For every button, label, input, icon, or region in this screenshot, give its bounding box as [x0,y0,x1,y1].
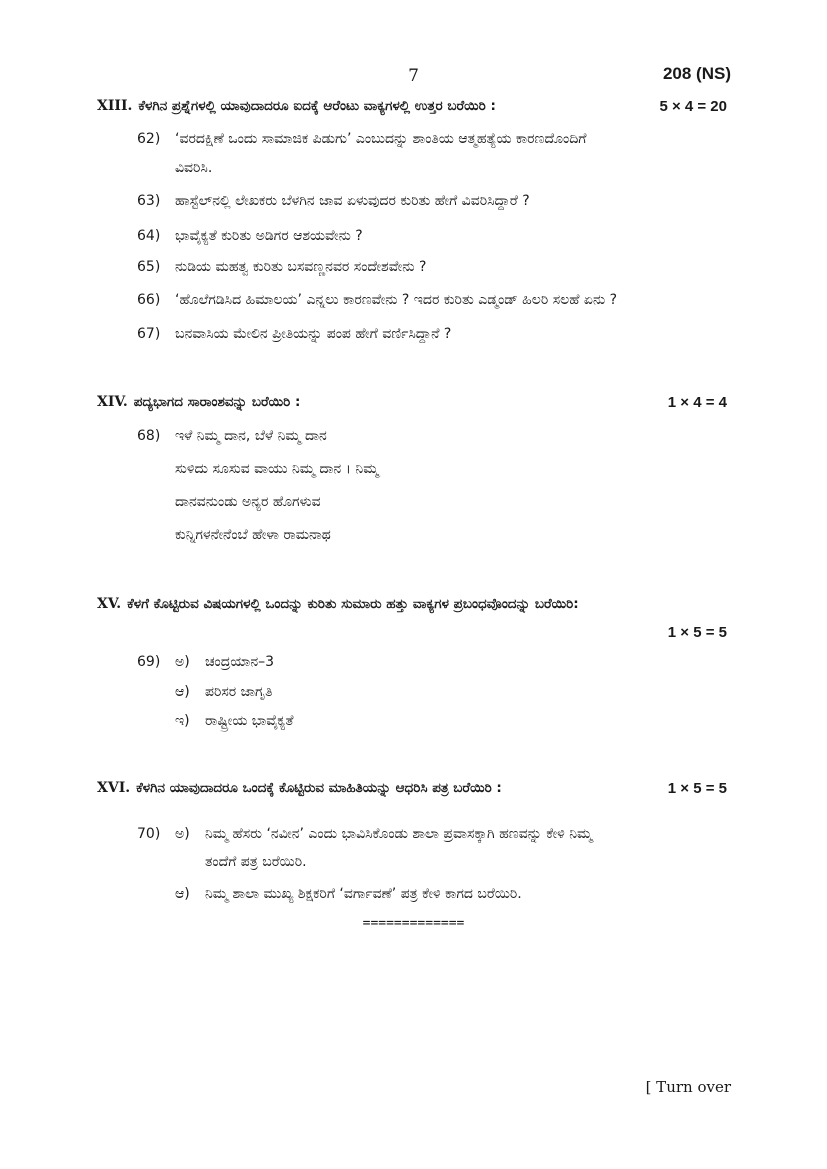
option-label: ಅ) [175,654,190,670]
section-heading [97,780,502,796]
option-text: ನಿಮ್ಮ ಶಾಲಾ ಮುಖ್ಯ ಶಿಕ್ಷಕರಿಗೆ ‘ವರ್ಗಾವಣೆ’ ಪತ್ರ ಕೇಳಿ ಕಾಗದ ಬರೆಯಿರಿ. [205,886,522,902]
turn-over-label: [ Turn over [645,1078,731,1096]
section-marks: 5 × 4 = 20 [659,98,727,115]
page-number: 7 [408,66,419,86]
question-text: ‘ವರದಕ್ಷಿಣೆ ಒಂದು ಸಾಮಾಜಿಕ ಪಿಡುಗು’ ಎಂಬುದನ್ನು ಶಾಂತಿಯ ಆತ್ಮಹತ್ಯೆಯ ಕಾರಣದೊಂದಿಗೆ [175,131,587,147]
question-64 [137,228,363,244]
question-text: ಹಾಸ್ಟೆಲ್‌ನಲ್ಲಿ ಲೇಖಕರು ಬೆಳಗಿನ ಜಾವ ಏಳುವುದರ ಕುರಿತು ಹೇಗೆ ವಿವರಿಸಿದ್ದಾರೆ ? [175,193,530,209]
option-label: ಆ) [175,886,190,902]
question-67 [137,326,451,342]
section-number: XIV. [97,394,128,410]
option-label: ಇ) [175,713,190,729]
question-text: ‘ಹೊಲೆಗಡಿಸಿದ ಹಿಮಾಲಯ’ ಎನ್ನಲು ಕಾರಣವೇನು ? ಇದರ ಕುರಿತು ಎಡ್ಮಂಡ್ ಹಿಲರಿ ಸಲಹೆ ಏನು ? [175,292,618,308]
question-62 [137,131,586,147]
question-69 [137,654,274,670]
option-label: ಆ) [175,684,190,700]
section-heading [97,596,579,612]
section-title: ಕೆಳಗಿನ ಯಾವುದಾದರೂ ಒಂದಕ್ಕೆ ಕೊಟ್ಟಿರುವ ಮಾಹಿತಿಯನ್ನು ಆಧರಿಸಿ ಪತ್ರ ಬರೆಯಿರಿ : [136,780,502,796]
section-number: XV. [97,596,122,612]
option [175,684,273,700]
poem-line: ಇಳೆ ನಿಮ್ಮ ದಾನ, ಬೆಳೆ ನಿಮ್ಮ ದಾನ [175,428,327,444]
question-number: 67) [137,326,161,342]
section-marks: 1 × 4 = 4 [667,394,727,411]
question-number: 69) [137,654,161,670]
question-68 [137,428,327,444]
question-number: 62) [137,131,161,147]
option-text: ರಾಷ್ಟ್ರೀಯ ಭಾವೈಕ್ಯತೆ [205,713,294,729]
section-number: XVI. [97,780,131,796]
question-number: 70) [137,826,161,842]
section-heading [97,98,496,114]
question-63 [137,193,530,209]
question-text-continued: ವಿವರಿಸಿ. [175,160,213,176]
question-number: 68) [137,428,161,444]
section-number: XIII. [97,98,133,114]
question-70 [137,826,592,842]
section-heading [97,394,300,410]
question-number: 63) [137,193,161,209]
question-text: ಬನವಾಸಿಯ ಮೇಲಿನ ಪ್ರೀತಿಯನ್ನು ಪಂಪ ಹೇಗೆ ವರ್ಣಿಸಿದ್ದಾನೆ ? [175,326,452,342]
question-number: 66) [137,292,161,308]
question-number: 65) [137,259,161,275]
section-marks: 1 × 5 = 5 [667,780,727,797]
option-text-continued: ತಂದೆಗೆ ಪತ್ರ ಬರೆಯಿರಿ. [205,854,307,870]
question-number: 64) [137,228,161,244]
option [175,713,294,729]
question-text: ನುಡಿಯ ಮಹತ್ವ ಕುರಿತು ಬಸವಣ್ಣನವರ ಸಂದೇಶವೇನು ? [175,259,427,275]
poem-line: ಕುನ್ನಿಗಳನೇನೆಂಬೆ ಹೇಳಾ ರಾಮನಾಥ [175,527,331,543]
paper-code: 208 (NS) [662,64,731,83]
section-title: ಕೆಳಗೆ ಕೊಟ್ಟಿರುವ ವಿಷಯಗಳಲ್ಲಿ ಒಂದನ್ನು ಕುರಿತು ಸುಮಾರು ಹತ್ತು ವಾಕ್ಯಗಳ ಪ್ರಬಂಧವೊಂದನ್ನು ಬರೆಯಿರಿ: [127,596,579,612]
option [175,886,522,902]
option-text: ಪರಿಸರ ಜಾಗೃತಿ [205,684,273,700]
poem-line: ಸುಳಿದು ಸೂಸುವ ವಾಯು ನಿಮ್ಮ ದಾನ । ನಿಮ್ಮ [175,461,379,477]
poem-line: ದಾನವನುಂಡು ಅನ್ಯರ ಹೊಗಳುವ [175,494,321,510]
question-text: ಭಾವೈಕ್ಯತೆ ಕುರಿತು ಅಡಿಗರ ಆಶಯವೇನು ? [175,228,363,244]
question-65 [137,259,426,275]
question-66 [137,292,617,308]
option-text: ನಿಮ್ಮ ಹೆಸರು ‘ನವೀನ’ ಎಂದು ಭಾವಿಸಿಕೊಂಡು ಶಾಲಾ ಪ್ರವಾಸಕ್ಕಾಗಿ ಹಣವನ್ನು ಕೇಳಿ ನಿಮ್ಮ [205,826,593,842]
section-title: ಪದ್ಯಭಾಗದ ಸಾರಾಂಶವನ್ನು ಬರೆಯಿರಿ : [133,394,301,410]
section-title: ಕೆಳಗಿನ ಪ್ರಶ್ನೆಗಳಲ್ಲಿ ಯಾವುದಾದರೂ ಐದಕ್ಕೆ ಆರೆಂಟು ವಾಕ್ಯಗಳಲ್ಲಿ ಉತ್ತರ ಬರೆಯಿರಿ : [138,98,496,114]
option-text: ಚಂದ್ರಯಾನ–3 [205,654,275,670]
option-label: ಅ) [175,826,190,842]
separator-line: ============= [362,916,465,931]
section-marks: 1 × 5 = 5 [667,624,727,641]
